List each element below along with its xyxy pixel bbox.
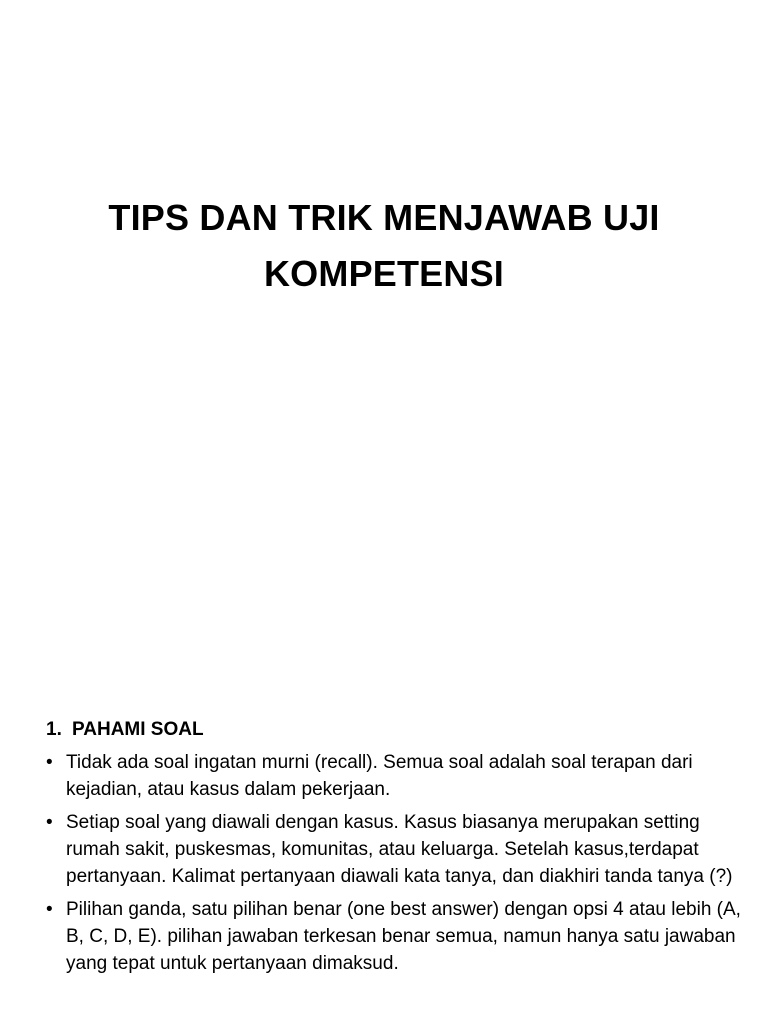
bullet-list <box>46 749 746 977</box>
bullet-icon: • <box>46 752 53 773</box>
bullet-text: Tidak ada soal ingatan murni (recall). Semua soal adalah soal terapan dari kejadian, atau kasus dalam pekerjaan. <box>66 752 693 800</box>
bullet-item-1 <box>46 749 746 803</box>
bullet-icon: • <box>46 812 53 833</box>
section-heading-text: PAHAMI SOAL <box>72 719 204 740</box>
bullet-item-2 <box>46 809 746 890</box>
bullet-text: Pilihan ganda, satu pilihan benar (one best answer) dengan opsi 4 atau lebih (A, B, C, D, E). pilihan jawaban terkesan benar semua, namun hanya satu jawaban yang tepat untuk pertanyaan dimaksud. <box>66 899 741 974</box>
content-section <box>46 716 746 983</box>
section-heading <box>46 716 746 743</box>
bullet-text: Setiap soal yang diawali dengan kasus. Kasus biasanya merupakan setting rumah sakit, puskesmas, komunitas, atau keluarga. Setelah kasus,terdapat pertanyaan. Kalimat pertanyaan diawali kata tanya, dan diakhiri tanda tanya (?) <box>66 812 733 887</box>
slide-title: TIPS DAN TRIK MENJAWAB UJI KOMPETENSI <box>108 197 660 294</box>
bullet-icon: • <box>46 899 53 920</box>
bullet-item-3 <box>46 896 746 977</box>
section-number: 1. <box>46 719 62 740</box>
